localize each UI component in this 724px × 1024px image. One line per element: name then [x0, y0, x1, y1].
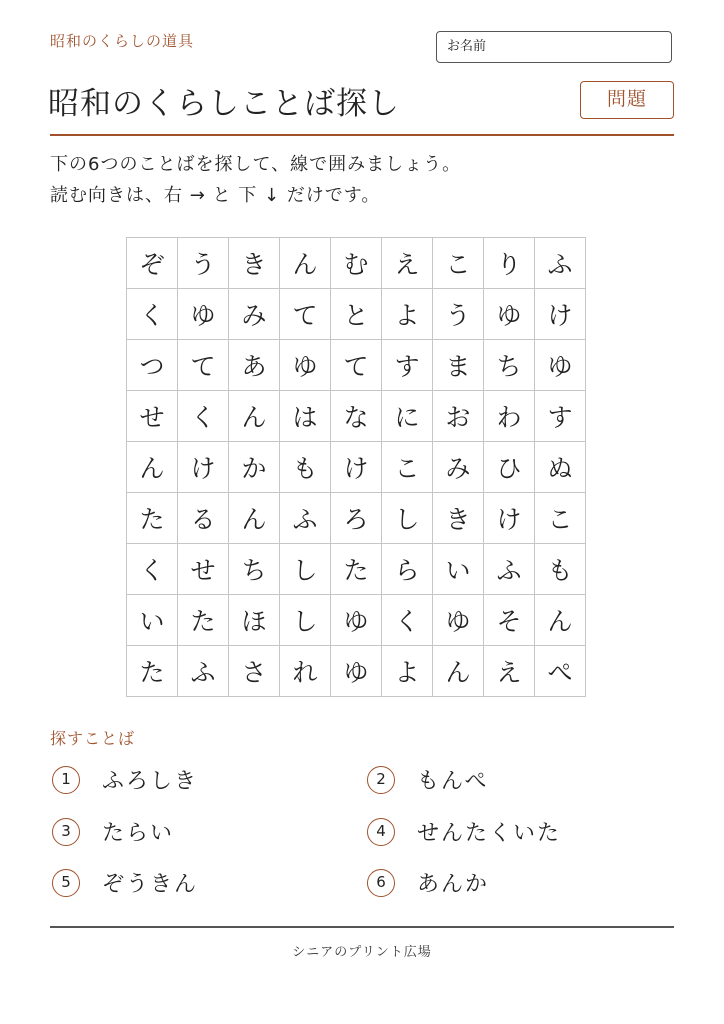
grid-cell[interactable]: せ	[178, 544, 229, 595]
footer-credit: シニアのプリント広場	[292, 945, 432, 960]
grid-cell[interactable]: た	[127, 493, 178, 544]
grid-cell[interactable]: う	[433, 289, 484, 340]
grid-cell[interactable]: こ	[535, 493, 586, 544]
instruction-line-2: 読む向きは、右 → と 下 ↓ だけです。	[50, 185, 381, 206]
word-text: たらい	[102, 821, 175, 846]
grid-row	[127, 595, 586, 646]
grid-cell[interactable]: ゆ	[178, 289, 229, 340]
grid-cell[interactable]: ん	[535, 595, 586, 646]
problem-tag: 問題	[580, 81, 674, 119]
grid-cell[interactable]: ぺ	[535, 646, 586, 697]
grid-cell[interactable]: け	[178, 442, 229, 493]
grid-row	[127, 442, 586, 493]
grid-row	[127, 391, 586, 442]
grid-row	[127, 646, 586, 697]
category-label: 昭和のくらしの道具	[50, 32, 195, 50]
word-search-grid	[126, 237, 586, 697]
grid-cell[interactable]: な	[331, 391, 382, 442]
grid-cell[interactable]: く	[127, 544, 178, 595]
grid-cell[interactable]: け	[484, 493, 535, 544]
word-number-badge: 2	[367, 766, 395, 794]
word-text: もんぺ	[417, 769, 489, 794]
grid-cell[interactable]: ゆ	[433, 595, 484, 646]
page-title: 昭和のくらしことば探し	[48, 86, 400, 122]
grid-cell[interactable]: え	[382, 238, 433, 289]
grid-cell[interactable]: す	[535, 391, 586, 442]
grid-cell[interactable]: て	[178, 340, 229, 391]
grid-cell[interactable]: い	[433, 544, 484, 595]
grid-row	[127, 340, 586, 391]
grid-cell[interactable]: み	[229, 289, 280, 340]
grid-cell[interactable]: か	[229, 442, 280, 493]
grid-cell[interactable]: に	[382, 391, 433, 442]
grid-row	[127, 493, 586, 544]
grid-cell[interactable]: え	[484, 646, 535, 697]
grid-cell[interactable]: と	[331, 289, 382, 340]
grid-cell[interactable]: む	[331, 238, 382, 289]
grid-cell[interactable]: う	[178, 238, 229, 289]
word-number-badge: 6	[367, 869, 395, 897]
grid-cell[interactable]: ふ	[484, 544, 535, 595]
grid-cell[interactable]: ん	[127, 442, 178, 493]
header-divider	[50, 134, 674, 136]
grid-cell[interactable]: て	[280, 289, 331, 340]
grid-cell[interactable]: ひ	[484, 442, 535, 493]
grid-cell[interactable]: す	[382, 340, 433, 391]
word-text: あんか	[417, 872, 490, 897]
grid-cell[interactable]: も	[535, 544, 586, 595]
grid-cell[interactable]: ふ	[280, 493, 331, 544]
grid-cell[interactable]: し	[280, 595, 331, 646]
footer-divider	[50, 926, 674, 928]
word-number-badge: 4	[367, 818, 395, 846]
grid-cell[interactable]: た	[127, 646, 178, 697]
grid-cell[interactable]: ゆ	[331, 595, 382, 646]
grid-cell[interactable]: つ	[127, 340, 178, 391]
grid-cell[interactable]: ち	[484, 340, 535, 391]
grid-cell[interactable]: せ	[127, 391, 178, 442]
grid-cell[interactable]: ゆ	[280, 340, 331, 391]
grid-cell[interactable]: け	[331, 442, 382, 493]
grid-cell[interactable]: よ	[382, 289, 433, 340]
grid-row	[127, 238, 586, 289]
grid-cell[interactable]: ぬ	[535, 442, 586, 493]
grid-cell[interactable]: そ	[484, 595, 535, 646]
grid-cell[interactable]: ん	[229, 391, 280, 442]
grid-cell[interactable]: わ	[484, 391, 535, 442]
word-text: ぞうきん	[102, 872, 199, 897]
grid-cell[interactable]: し	[382, 493, 433, 544]
grid-cell[interactable]: ふ	[178, 646, 229, 697]
grid-cell[interactable]: ち	[229, 544, 280, 595]
grid-cell[interactable]: き	[229, 238, 280, 289]
grid-cell[interactable]: さ	[229, 646, 280, 697]
grid-cell[interactable]: け	[535, 289, 586, 340]
grid-cell[interactable]: ゆ	[535, 340, 586, 391]
grid-cell[interactable]: く	[178, 391, 229, 442]
grid-cell[interactable]: ゆ	[484, 289, 535, 340]
grid-cell[interactable]: く	[382, 595, 433, 646]
name-field[interactable]: お名前	[436, 31, 672, 63]
grid-cell[interactable]: い	[127, 595, 178, 646]
grid-cell[interactable]: く	[127, 289, 178, 340]
grid-cell[interactable]: ん	[280, 238, 331, 289]
word-number-badge: 3	[52, 818, 80, 846]
grid-cell[interactable]: ら	[382, 544, 433, 595]
grid-cell[interactable]: り	[484, 238, 535, 289]
grid-cell[interactable]: ふ	[535, 238, 586, 289]
instruction-line-1: 下の6つのことばを探して、線で囲みましょう。	[50, 154, 462, 175]
grid-cell[interactable]: も	[280, 442, 331, 493]
grid-cell[interactable]: し	[280, 544, 331, 595]
grid-cell[interactable]: ん	[433, 646, 484, 697]
grid-cell[interactable]: あ	[229, 340, 280, 391]
grid-cell[interactable]: て	[331, 340, 382, 391]
grid-cell[interactable]: こ	[433, 238, 484, 289]
grid-cell[interactable]: ゆ	[331, 646, 382, 697]
grid-cell[interactable]: る	[178, 493, 229, 544]
grid-cell[interactable]: お	[433, 391, 484, 442]
grid-cell[interactable]: き	[433, 493, 484, 544]
grid-cell[interactable]: た	[178, 595, 229, 646]
word-text: ふろしき	[102, 769, 199, 794]
grid-cell[interactable]: れ	[280, 646, 331, 697]
grid-cell[interactable]: ぞ	[127, 238, 178, 289]
grid-row	[127, 289, 586, 340]
grid-row	[127, 544, 586, 595]
grid-cell[interactable]: ろ	[331, 493, 382, 544]
grid-cell[interactable]: こ	[382, 442, 433, 493]
grid-cell[interactable]: み	[433, 442, 484, 493]
grid-cell[interactable]: ほ	[229, 595, 280, 646]
word-number-badge: 1	[52, 766, 80, 794]
grid-cell[interactable]: よ	[382, 646, 433, 697]
grid-cell[interactable]: は	[280, 391, 331, 442]
grid-cell[interactable]: た	[331, 544, 382, 595]
word-number-badge: 5	[52, 869, 80, 897]
word-list-heading: 探すことば	[50, 729, 136, 748]
word-text: せんたくいた	[417, 821, 562, 846]
grid-cell[interactable]: ま	[433, 340, 484, 391]
grid-cell[interactable]: ん	[229, 493, 280, 544]
